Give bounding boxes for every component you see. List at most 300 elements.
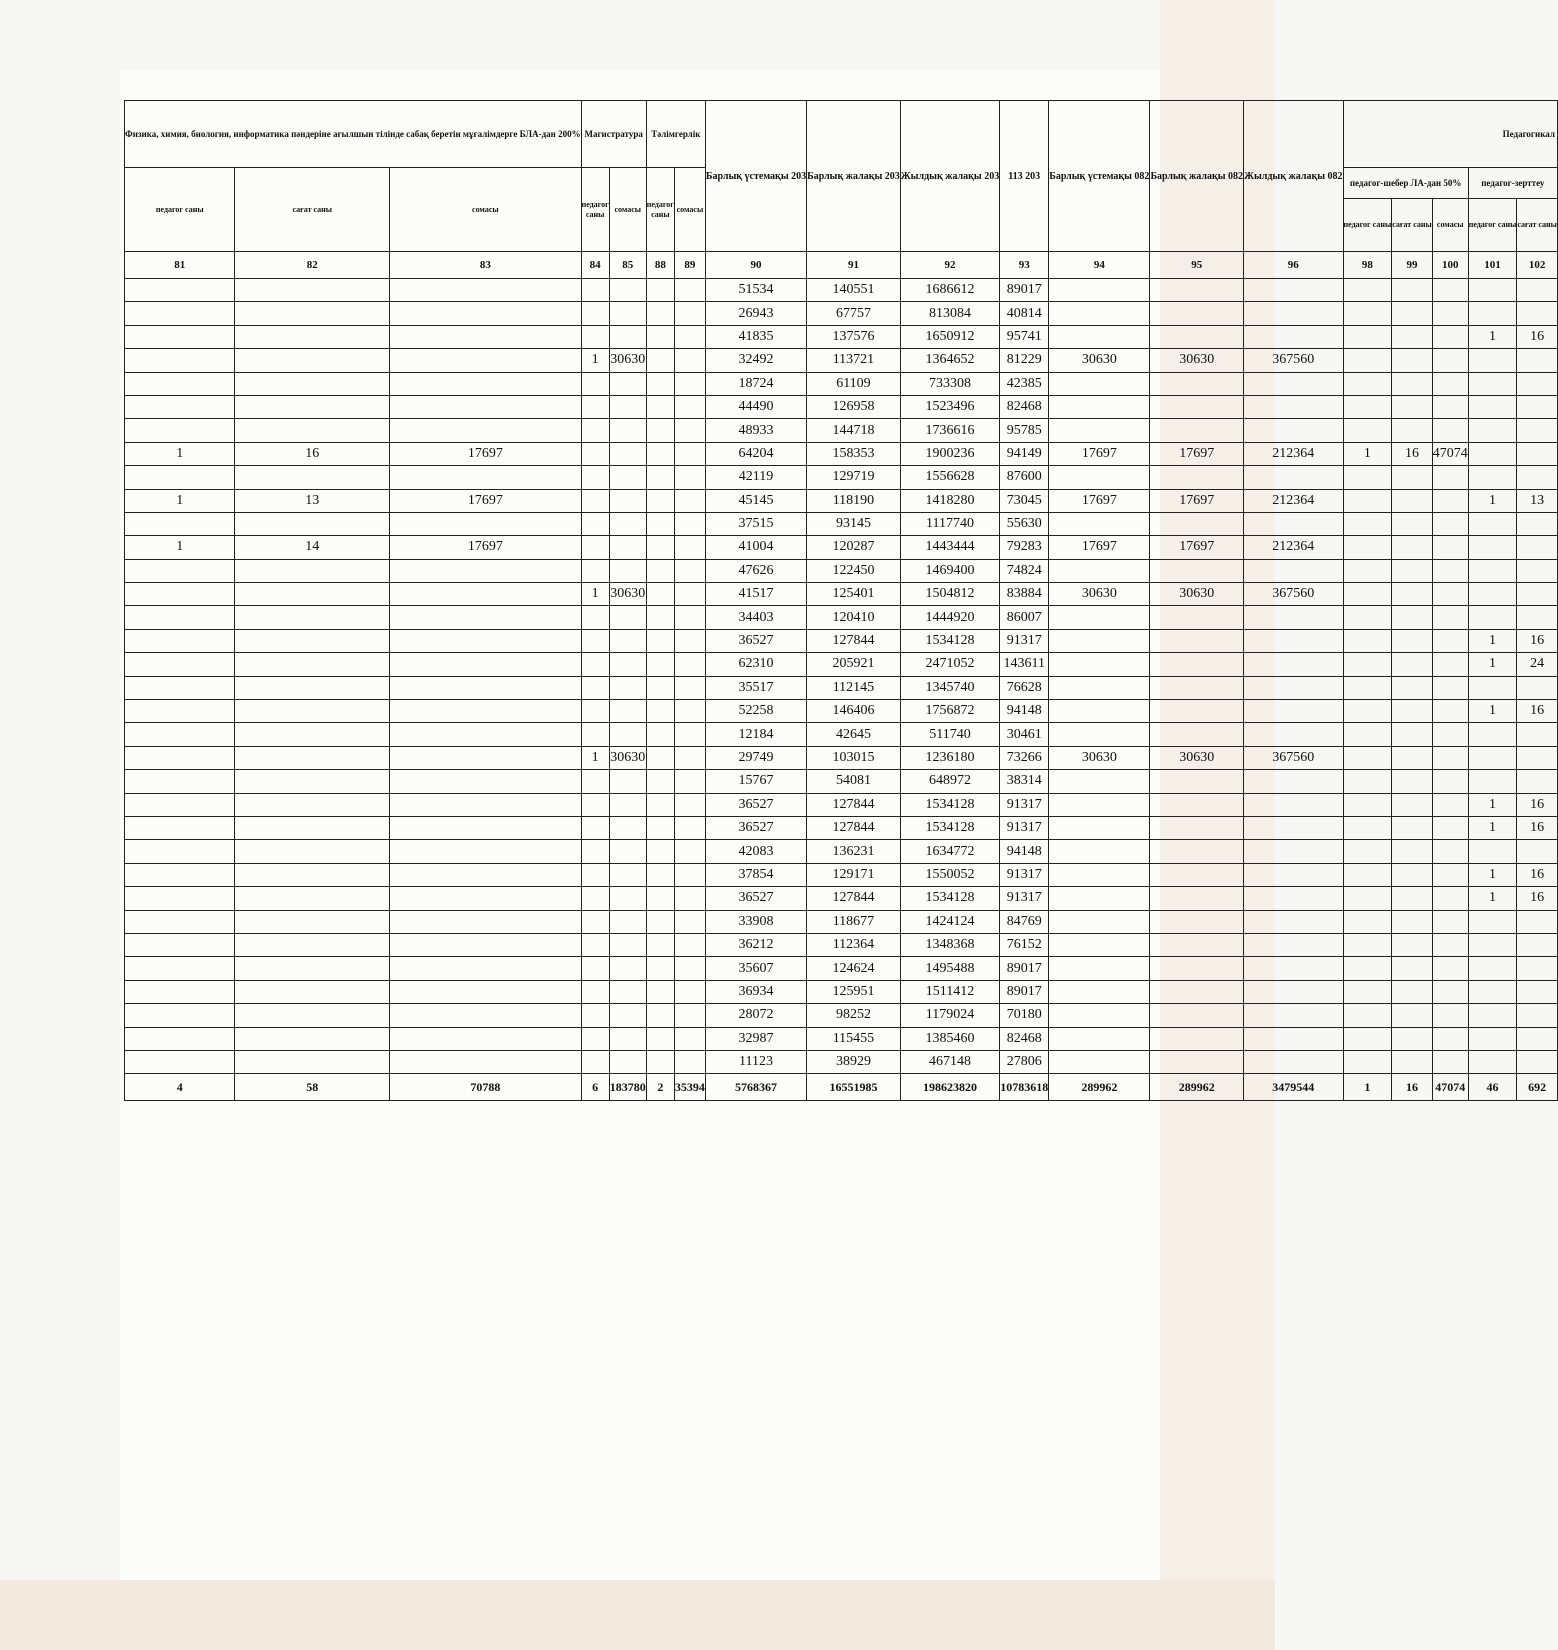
sub-label: педагог саны <box>125 168 235 252</box>
table-cell: 61109 <box>807 372 901 395</box>
table-cell <box>1049 629 1150 652</box>
table-cell <box>390 910 581 933</box>
table-cell <box>674 629 705 652</box>
table-cell <box>1150 980 1244 1003</box>
total-cell: 6 <box>581 1074 609 1101</box>
table-cell: 126958 <box>807 395 901 418</box>
table-cell <box>1049 957 1150 980</box>
table-cell <box>1049 793 1150 816</box>
table-cell <box>1468 442 1517 465</box>
table-cell <box>1432 723 1468 746</box>
table-cell <box>390 887 581 910</box>
table-cell <box>1244 512 1343 535</box>
table-cell <box>1244 700 1343 723</box>
table-cell <box>1343 489 1392 512</box>
table-cell <box>1392 395 1433 418</box>
table-row <box>125 629 1558 652</box>
header-pedagog-group: Педагогикал <box>1343 101 1557 168</box>
table-cell: 17697 <box>1049 442 1150 465</box>
table-cell <box>235 512 390 535</box>
table-cell <box>1343 653 1392 676</box>
table-cell <box>390 349 581 372</box>
table-cell: 648972 <box>900 770 999 793</box>
table-cell: 47626 <box>705 559 806 582</box>
table-cell: 89017 <box>1000 957 1049 980</box>
table-cell <box>1150 395 1244 418</box>
table-row <box>125 1027 1558 1050</box>
table-cell: 733308 <box>900 372 999 395</box>
table-cell <box>1049 302 1150 325</box>
table-cell <box>1343 559 1392 582</box>
table-cell <box>646 840 674 863</box>
table-cell <box>1468 395 1517 418</box>
table-cell <box>1392 583 1433 606</box>
table-cell <box>1244 933 1343 956</box>
table-cell <box>1432 279 1468 302</box>
table-cell <box>581 1050 609 1073</box>
table-cell: 54081 <box>807 770 901 793</box>
table-cell <box>1150 1027 1244 1050</box>
table-cell <box>1150 700 1244 723</box>
table-cell <box>235 606 390 629</box>
table-cell: 30630 <box>1150 746 1244 769</box>
table-cell <box>1432 536 1468 559</box>
table-cell <box>1150 1004 1244 1027</box>
table-cell <box>1150 793 1244 816</box>
salary-table <box>124 100 1558 1101</box>
table-cell <box>609 419 646 442</box>
total-cell: 10783618 <box>1000 1074 1049 1101</box>
table-cell <box>1392 606 1433 629</box>
total-cell: 198623820 <box>900 1074 999 1101</box>
table-cell: 1 <box>125 442 235 465</box>
sub-label: сағат саны <box>235 168 390 252</box>
table-cell <box>1468 676 1517 699</box>
table-cell: 16 <box>1517 793 1558 816</box>
header-col-91: Барлық жалақы 203 <box>807 101 901 252</box>
table-cell <box>1392 419 1433 442</box>
table-cell: 17697 <box>390 489 581 512</box>
column-number: 83 <box>390 252 581 279</box>
table-cell <box>674 559 705 582</box>
table-cell <box>235 793 390 816</box>
table-cell <box>646 816 674 839</box>
table-cell <box>1343 746 1392 769</box>
table-cell <box>674 536 705 559</box>
table-cell <box>674 816 705 839</box>
table-cell: 16 <box>1517 816 1558 839</box>
sub-label: сағат саны <box>1517 199 1558 252</box>
table-cell <box>581 536 609 559</box>
table-row <box>125 863 1558 886</box>
table-cell <box>125 770 235 793</box>
table-cell <box>1432 1050 1468 1073</box>
table-cell <box>674 442 705 465</box>
table-cell <box>1432 325 1468 348</box>
table-cell <box>1468 1027 1517 1050</box>
table-cell <box>581 957 609 980</box>
table-cell <box>125 700 235 723</box>
table-cell <box>1392 676 1433 699</box>
table-row <box>125 395 1558 418</box>
total-cell: 35394 <box>674 1074 705 1101</box>
table-cell <box>646 419 674 442</box>
table-row <box>125 840 1558 863</box>
table-cell <box>1392 653 1433 676</box>
table-cell: 16 <box>1392 442 1433 465</box>
table-cell: 30630 <box>1150 583 1244 606</box>
table-cell <box>1517 910 1558 933</box>
table-cell <box>1517 583 1558 606</box>
table-cell <box>1392 466 1433 489</box>
table-cell <box>1150 676 1244 699</box>
table-cell <box>235 723 390 746</box>
table-cell <box>1150 419 1244 442</box>
table-cell <box>125 653 235 676</box>
table-cell <box>125 793 235 816</box>
table-cell: 1 <box>581 746 609 769</box>
table-cell <box>125 583 235 606</box>
table-cell <box>1392 723 1433 746</box>
table-cell <box>1244 887 1343 910</box>
table-cell <box>1244 372 1343 395</box>
table-cell <box>1468 349 1517 372</box>
table-cell <box>1343 723 1392 746</box>
table-row <box>125 419 1558 442</box>
table-cell: 1 <box>125 489 235 512</box>
table-cell <box>1392 910 1433 933</box>
table-cell: 76152 <box>1000 933 1049 956</box>
table-cell: 17697 <box>1150 536 1244 559</box>
table-cell: 89017 <box>1000 279 1049 302</box>
table-cell <box>609 957 646 980</box>
header-physics-group: Физика, химия, биология, информатика пәндеріне ағылшын тілінде сабақ беретін мұғалімдерге БЛА-дан 200% <box>125 101 582 168</box>
table-cell <box>390 840 581 863</box>
table-cell <box>581 466 609 489</box>
table-cell <box>1468 910 1517 933</box>
table-cell <box>235 887 390 910</box>
table-cell <box>1244 653 1343 676</box>
table-cell <box>1049 887 1150 910</box>
header-col-93: 113 203 <box>1000 101 1049 252</box>
table-row <box>125 512 1558 535</box>
table-cell: 48933 <box>705 419 806 442</box>
table-cell <box>581 863 609 886</box>
table-cell: 1 <box>1468 325 1517 348</box>
table-cell <box>609 512 646 535</box>
table-cell <box>1244 395 1343 418</box>
table-cell <box>674 1004 705 1027</box>
table-row <box>125 723 1558 746</box>
table-cell <box>581 887 609 910</box>
table-cell: 36527 <box>705 887 806 910</box>
table-cell <box>646 933 674 956</box>
table-cell: 367560 <box>1244 583 1343 606</box>
table-cell <box>646 629 674 652</box>
table-cell: 127844 <box>807 793 901 816</box>
table-cell: 205921 <box>807 653 901 676</box>
table-cell <box>1244 466 1343 489</box>
table-cell: 91317 <box>1000 816 1049 839</box>
table-cell <box>674 700 705 723</box>
table-cell <box>1343 536 1392 559</box>
table-cell <box>1468 1004 1517 1027</box>
table-cell <box>1517 559 1558 582</box>
table-cell: 16 <box>1517 863 1558 886</box>
table-cell: 1686612 <box>900 279 999 302</box>
table-cell <box>235 653 390 676</box>
table-cell: 52258 <box>705 700 806 723</box>
table-cell <box>390 933 581 956</box>
table-cell <box>674 512 705 535</box>
table-cell <box>1343 302 1392 325</box>
table-cell: 1 <box>1468 653 1517 676</box>
table-cell <box>1049 1027 1150 1050</box>
table-cell <box>1244 629 1343 652</box>
table-cell <box>1432 746 1468 769</box>
table-cell: 37515 <box>705 512 806 535</box>
table-cell <box>125 676 235 699</box>
table-cell <box>646 700 674 723</box>
table-cell: 140551 <box>807 279 901 302</box>
table-cell <box>125 559 235 582</box>
table-cell <box>1468 746 1517 769</box>
table-cell <box>581 770 609 793</box>
table-cell <box>1343 583 1392 606</box>
table-cell: 137576 <box>807 325 901 348</box>
table-row <box>125 700 1558 723</box>
table-cell <box>1150 863 1244 886</box>
table-cell <box>1150 512 1244 535</box>
table-cell: 113721 <box>807 349 901 372</box>
table-cell <box>125 746 235 769</box>
table-cell <box>1517 279 1558 302</box>
table-cell: 34403 <box>705 606 806 629</box>
table-cell: 1469400 <box>900 559 999 582</box>
table-cell <box>646 746 674 769</box>
table-cell <box>1049 395 1150 418</box>
table-cell <box>1468 279 1517 302</box>
table-cell <box>1150 302 1244 325</box>
table-cell <box>390 606 581 629</box>
table-cell <box>1244 419 1343 442</box>
table-cell <box>1244 980 1343 1003</box>
table-row <box>125 325 1558 348</box>
table-cell <box>1517 723 1558 746</box>
table-cell: 62310 <box>705 653 806 676</box>
table-cell <box>674 746 705 769</box>
table-cell <box>646 395 674 418</box>
table-cell <box>235 863 390 886</box>
table-cell <box>1244 770 1343 793</box>
table-cell: 36527 <box>705 816 806 839</box>
table-cell: 1 <box>581 583 609 606</box>
table-cell <box>235 583 390 606</box>
table-cell: 45145 <box>705 489 806 512</box>
sub-label: педагог саны <box>646 168 674 252</box>
table-cell <box>674 1027 705 1050</box>
table-cell <box>646 863 674 886</box>
table-cell <box>609 816 646 839</box>
table-cell: 73045 <box>1000 489 1049 512</box>
table-cell: 87600 <box>1000 466 1049 489</box>
table-cell: 1364652 <box>900 349 999 372</box>
table-cell: 91317 <box>1000 793 1049 816</box>
table-cell: 36934 <box>705 980 806 1003</box>
table-cell <box>1244 793 1343 816</box>
table-cell: 13 <box>1517 489 1558 512</box>
table-cell <box>674 770 705 793</box>
sub-label: сағат саны <box>1392 199 1433 252</box>
table-cell <box>390 863 581 886</box>
table-cell <box>1432 700 1468 723</box>
table-cell: 1736616 <box>900 419 999 442</box>
table-cell: 127844 <box>807 629 901 652</box>
table-cell: 74824 <box>1000 559 1049 582</box>
table-cell <box>609 980 646 1003</box>
table-cell: 98252 <box>807 1004 901 1027</box>
table-cell <box>1049 1050 1150 1073</box>
table-cell <box>609 629 646 652</box>
table-cell <box>390 653 581 676</box>
table-cell: 41835 <box>705 325 806 348</box>
table-cell <box>1244 910 1343 933</box>
table-cell <box>1049 723 1150 746</box>
table-cell <box>674 676 705 699</box>
table-cell: 1 <box>1468 887 1517 910</box>
table-cell: 15767 <box>705 770 806 793</box>
table-cell <box>1517 840 1558 863</box>
table-cell: 367560 <box>1244 746 1343 769</box>
table-row <box>125 1004 1558 1027</box>
table-cell <box>1392 957 1433 980</box>
table-cell <box>1392 933 1433 956</box>
table-cell <box>646 536 674 559</box>
table-cell <box>581 723 609 746</box>
table-cell <box>1432 606 1468 629</box>
table-cell: 91317 <box>1000 887 1049 910</box>
table-cell <box>1343 700 1392 723</box>
column-number: 89 <box>674 252 705 279</box>
table-cell <box>1150 723 1244 746</box>
table-cell <box>674 372 705 395</box>
table-cell <box>581 629 609 652</box>
table-cell <box>125 910 235 933</box>
table-cell: 93145 <box>807 512 901 535</box>
total-cell: 183780 <box>609 1074 646 1101</box>
table-cell <box>1392 536 1433 559</box>
table-cell <box>646 653 674 676</box>
header-col-94: Барлық үстемақы 082 <box>1049 101 1150 252</box>
table-cell <box>125 349 235 372</box>
table-cell: 1 <box>1468 700 1517 723</box>
column-number: 93 <box>1000 252 1049 279</box>
header-talimgerlik: Тәлімгерлік <box>646 101 705 168</box>
table-cell <box>646 723 674 746</box>
table-cell <box>235 1027 390 1050</box>
total-cell: 2 <box>646 1074 674 1101</box>
table-cell <box>581 910 609 933</box>
table-cell <box>125 466 235 489</box>
table-cell <box>1150 933 1244 956</box>
total-cell: 46 <box>1468 1074 1517 1101</box>
column-number: 101 <box>1468 252 1517 279</box>
table-cell <box>581 419 609 442</box>
table-cell <box>1468 957 1517 980</box>
table-cell <box>1392 863 1433 886</box>
table-cell <box>1244 1050 1343 1073</box>
table-cell: 82468 <box>1000 1027 1049 1050</box>
table-cell <box>1049 419 1150 442</box>
column-number: 81 <box>125 252 235 279</box>
table-cell <box>1468 770 1517 793</box>
table-cell: 42083 <box>705 840 806 863</box>
table-cell <box>235 279 390 302</box>
table-cell <box>674 957 705 980</box>
table-cell <box>1468 723 1517 746</box>
table-cell: 16 <box>1517 325 1558 348</box>
table-cell <box>646 957 674 980</box>
table-cell <box>1392 793 1433 816</box>
header-col-95: Барлық жалақы 082 <box>1150 101 1244 252</box>
table-cell <box>674 489 705 512</box>
table-row <box>125 489 1558 512</box>
table-cell <box>1432 676 1468 699</box>
table-cell: 30630 <box>609 746 646 769</box>
table-cell: 30630 <box>1049 349 1150 372</box>
total-cell: 16551985 <box>807 1074 901 1101</box>
table-cell <box>674 1050 705 1073</box>
table-cell: 1 <box>581 349 609 372</box>
table-cell <box>390 700 581 723</box>
header-sheber: педагог-шебер ЛА-дан 50% <box>1343 168 1468 199</box>
table-cell: 32987 <box>705 1027 806 1050</box>
table-row <box>125 933 1558 956</box>
table-cell <box>1392 980 1433 1003</box>
table-cell <box>1432 372 1468 395</box>
table-cell <box>125 629 235 652</box>
table-cell <box>581 512 609 535</box>
table-cell <box>1150 466 1244 489</box>
table-cell: 14 <box>235 536 390 559</box>
table-cell <box>1150 559 1244 582</box>
table-cell: 70180 <box>1000 1004 1049 1027</box>
table-cell <box>235 910 390 933</box>
table-cell: 1 <box>125 536 235 559</box>
column-number: 90 <box>705 252 806 279</box>
table-cell <box>1343 419 1392 442</box>
table-cell <box>1468 302 1517 325</box>
table-cell <box>1244 1027 1343 1050</box>
table-cell: 12184 <box>705 723 806 746</box>
table-cell <box>1150 372 1244 395</box>
table-cell <box>390 770 581 793</box>
table-cell <box>125 723 235 746</box>
table-cell <box>1468 512 1517 535</box>
table-cell <box>609 536 646 559</box>
table-cell <box>646 1004 674 1027</box>
table-cell: 24 <box>1517 653 1558 676</box>
table-cell <box>581 676 609 699</box>
table-row <box>125 653 1558 676</box>
table-cell: 146406 <box>807 700 901 723</box>
table-cell: 91317 <box>1000 629 1049 652</box>
table-cell: 42385 <box>1000 372 1049 395</box>
table-cell: 17697 <box>1049 536 1150 559</box>
table-cell: 95785 <box>1000 419 1049 442</box>
table-cell: 30630 <box>609 349 646 372</box>
table-cell <box>1432 770 1468 793</box>
